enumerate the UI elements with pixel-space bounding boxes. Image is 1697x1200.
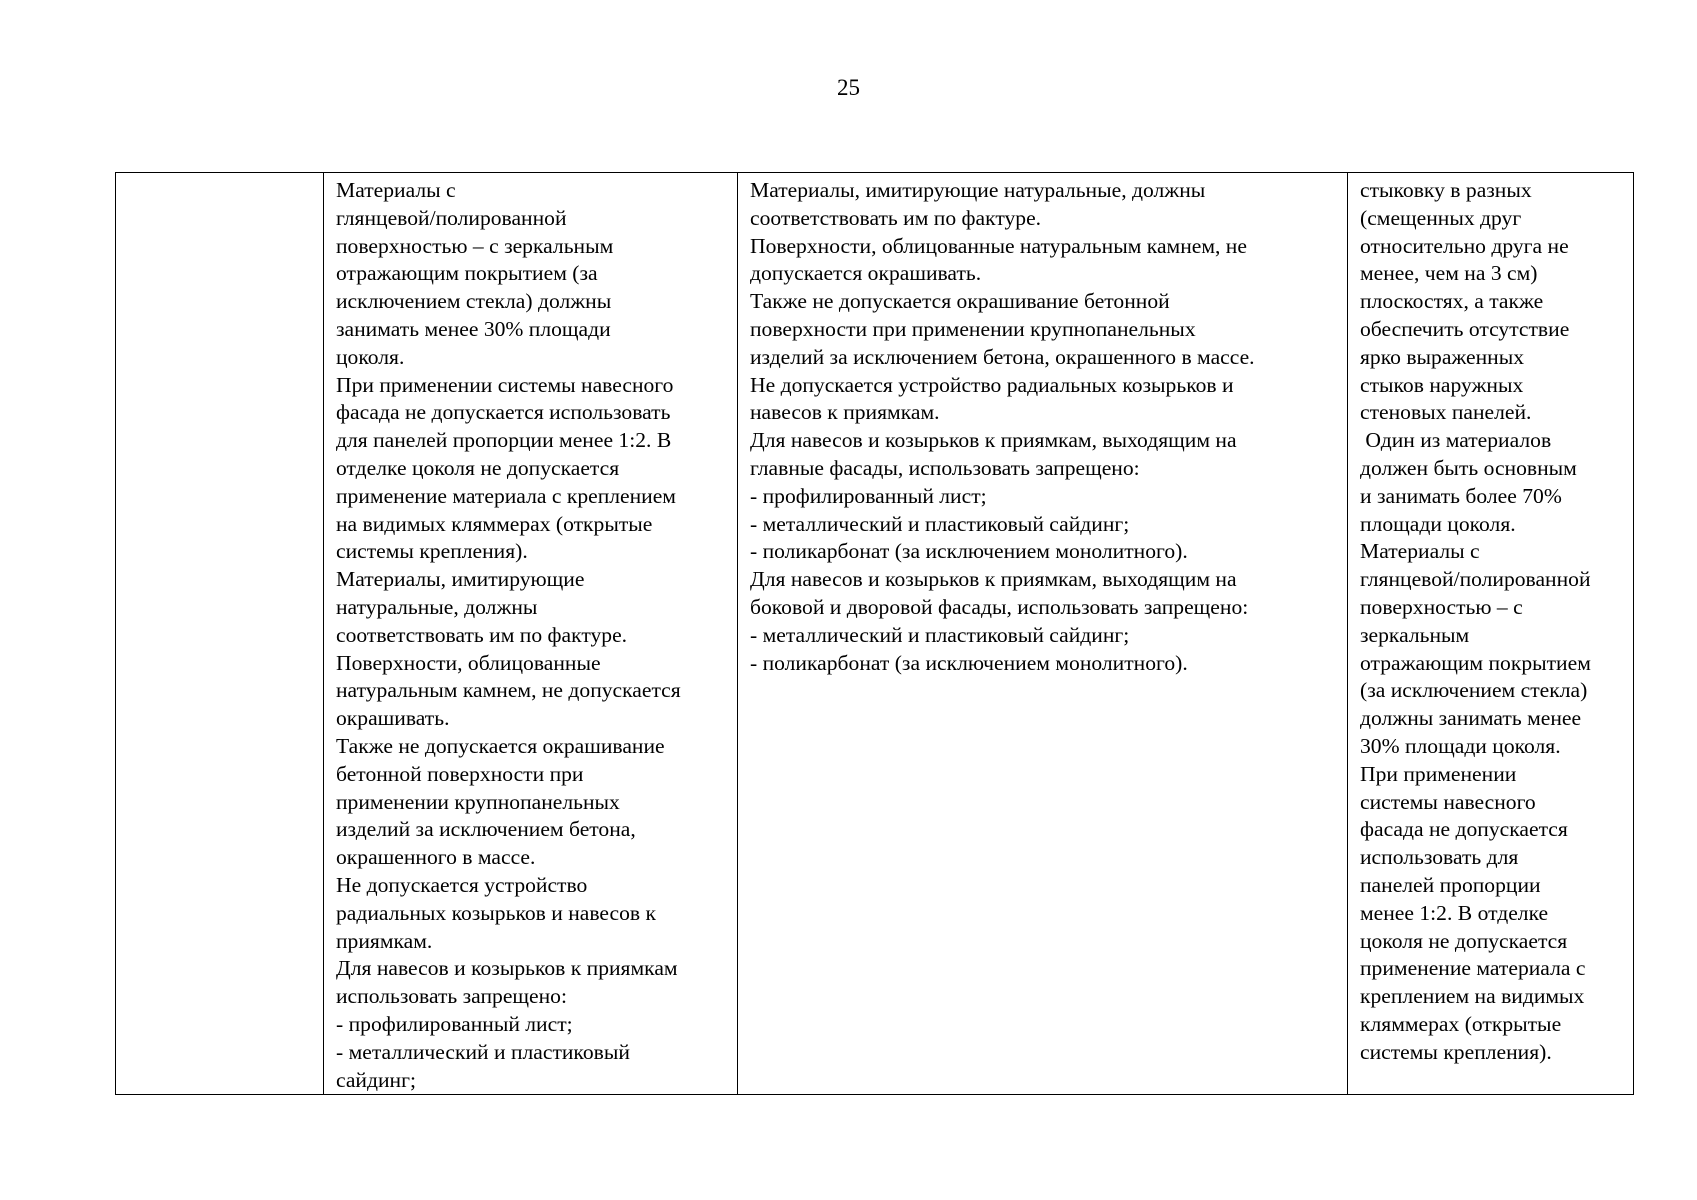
text-line: Материалы, имитирующие натуральные, должны: [750, 178, 1206, 202]
text-line: (за исключением стекла): [1360, 678, 1588, 703]
text-line: должны занимать менее: [1360, 706, 1582, 731]
text-line: натуральные, должны: [336, 594, 538, 619]
text-line: глянцевой/полированной: [336, 205, 567, 230]
text-line: использовать запрещено:: [336, 984, 567, 1009]
page-number: 25: [837, 75, 860, 100]
text-line: - металлический и пластиковый: [336, 1039, 630, 1064]
text-line: навесов к приямкам.: [750, 400, 940, 425]
text-line: фасада не допускается использовать: [336, 400, 671, 425]
text-line: - профилированный лист;: [750, 483, 987, 508]
text-line: отражающим покрытием: [1360, 650, 1591, 675]
text-line: фасада не допускается: [1360, 817, 1568, 842]
text-line: на видимых кляммерах (открытые: [336, 511, 653, 536]
text-line: отделке цоколя не допускается: [336, 455, 620, 480]
text-line: Материалы, имитирующие: [336, 567, 585, 592]
text-line: окрашивать.: [336, 706, 450, 731]
text-line: боковой и дворовой фасады, использовать запрещено:: [750, 594, 1249, 619]
text-line: сайдинг;: [336, 1067, 416, 1092]
text-line: Для навесов и козырьков к приямкам, выходящим на: [750, 428, 1237, 453]
text-line: панелей пропорции: [1360, 872, 1541, 897]
text-line: - профилированный лист;: [336, 1011, 573, 1036]
text-line: относительно друга не: [1360, 233, 1569, 258]
text-line: стыковку в разных: [1360, 178, 1532, 202]
text-line: менее 1:2. В отделке: [1360, 900, 1549, 925]
text-line: глянцевой/полированной: [1360, 567, 1591, 592]
text-line: применение материала с: [1360, 956, 1586, 981]
text-line: соответствовать им по фактуре.: [336, 622, 628, 647]
text-line: Для навесов и козырьков к приямкам: [336, 956, 678, 981]
text-line: применение материала с креплением: [336, 483, 676, 508]
text-line: поверхностью – с: [1360, 594, 1523, 619]
text-line: поверхностью – с зеркальным: [336, 233, 614, 258]
text-line: 30% площади цоколя.: [1360, 733, 1561, 758]
text-line: Поверхности, облицованные натуральным камнем, не: [750, 233, 1247, 258]
text-line: стеновых панелей.: [1360, 400, 1532, 425]
text-line: При применении системы навесного: [336, 372, 674, 397]
text-line: (смещенных друг: [1360, 205, 1522, 230]
text-line: поверхности при применении крупнопанельных: [750, 316, 1196, 341]
text-line: стыков наружных: [1360, 372, 1524, 397]
text-line: креплением на видимых: [1360, 984, 1585, 1009]
text-line: - поликарбонат (за исключением монолитного).: [750, 539, 1188, 564]
text-line: отражающим покрытием (за: [336, 261, 598, 286]
text-line: использовать для: [1360, 845, 1519, 870]
text-line: Не допускается устройство: [336, 872, 588, 897]
text-line: системы крепления).: [1360, 1039, 1552, 1064]
text-line: исключением стекла) должны: [336, 289, 612, 314]
requirements-table: [115, 172, 1634, 1095]
text-line: допускается окрашивать.: [750, 261, 982, 286]
text-line: При применении: [1360, 761, 1517, 786]
text-line: занимать менее 30% площади: [336, 316, 611, 341]
table-cell-col4: [1348, 173, 1634, 1095]
text-line: ярко выраженных: [1360, 344, 1525, 369]
text-line: Поверхности, облицованные: [336, 650, 601, 675]
text-line: соответствовать им по фактуре.: [750, 205, 1042, 230]
text-line: изделий за исключением бетона,: [336, 817, 636, 842]
text-line: и занимать более 70%: [1360, 483, 1562, 508]
text-line: - поликарбонат (за исключением монолитного).: [750, 650, 1188, 675]
text-line: Также не допускается окрашивание бетонной: [750, 289, 1170, 314]
text-line: для панелей пропорции менее 1:2. В: [336, 428, 672, 453]
table-cell-col1: [116, 173, 324, 1095]
text-line: бетонной поверхности при: [336, 761, 584, 786]
text-line: цоколя.: [336, 344, 405, 369]
text-line: радиальных козырьков и навесов к: [336, 900, 656, 925]
text-line: системы крепления).: [336, 539, 528, 564]
text-line: Для навесов и козырьков к приямкам, выходящим на: [750, 567, 1237, 592]
text-line: окрашенного в массе.: [336, 845, 536, 870]
text-line: кляммерах (открытые: [1360, 1011, 1562, 1036]
text-line: зеркальным: [1360, 622, 1470, 647]
text-line: применении крупнопанельных: [336, 789, 620, 814]
text-line: Материалы с: [336, 178, 456, 202]
text-line: площади цоколя.: [1360, 511, 1516, 536]
text-line: приямкам.: [336, 928, 433, 953]
table-row: [116, 173, 1634, 1095]
text-line: - металлический и пластиковый сайдинг;: [750, 511, 1130, 536]
text-line: Один из материалов: [1360, 428, 1552, 453]
text-line: должен быть основным: [1360, 455, 1577, 480]
text-line: Не допускается устройство радиальных козырьков и: [750, 372, 1234, 397]
text-line: Также не допускается окрашивание: [336, 733, 665, 758]
text-line: обеспечить отсутствие: [1360, 316, 1570, 341]
table-cell-col3: [738, 173, 1348, 1095]
text-line: - металлический и пластиковый сайдинг;: [750, 622, 1130, 647]
text-line: цоколя не допускается: [1360, 928, 1568, 953]
text-line: менее, чем на 3 см): [1360, 261, 1538, 286]
text-line: системы навесного: [1360, 789, 1536, 814]
text-line: плоскостях, а также: [1360, 289, 1544, 314]
text-line: изделий за исключением бетона, окрашенного в массе.: [750, 344, 1255, 369]
text-line: главные фасады, использовать запрещено:: [750, 455, 1140, 480]
table-cell-col2: [324, 173, 738, 1095]
text-line: натуральным камнем, не допускается: [336, 678, 681, 703]
text-line: Материалы с: [1360, 539, 1480, 564]
